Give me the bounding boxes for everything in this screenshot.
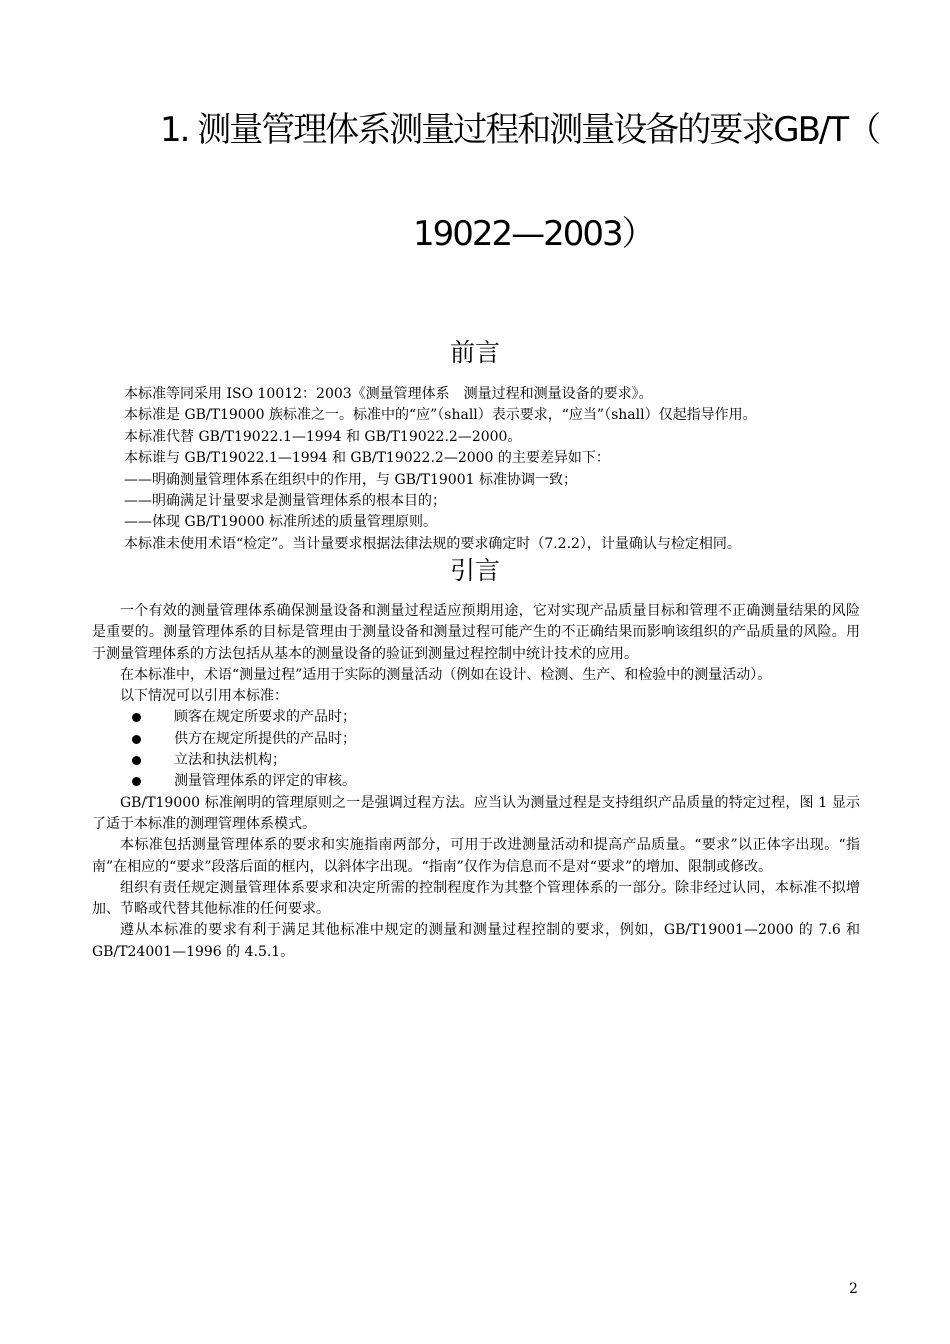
foreword-line: ——体现 GB/T19000 标准所述的质量管理原则。: [124, 514, 437, 531]
intro-paragraph: 一个有效的测量管理体系确保测量设备和测量过程适应预期用途，它对实现产品质量目标和管理不正确测量结果的风险是重要的。测量管理体系的目标是管理由于测量设备和测量过程可能产生的不正确结果而影响该组织的产品质量的风险。用于测量管理体系的方法包括从基本的测量设备的验证到测量过程控制中统计技术的应用。: [92, 603, 860, 662]
intro-paragraph: 遵从本标准的要求有利于满足其他标准中规定的测量和测量过程控制的要求，例如，GB/T19001—2000 的 7.6 和 GB/T24001—1996 的 4.5.1。: [92, 922, 860, 960]
document-title-line-1: 1. 测量管理体系测量过程和测量设备的要求GB/T（: [160, 110, 880, 150]
foreword-line: ——明确测量管理体系在组织中的作用，与 GB/T19001 标准协调一致；: [124, 471, 577, 488]
document-title-line-2: 19022—2003）: [413, 214, 654, 254]
foreword-section: [124, 384, 884, 555]
foreword-line: 本标准代替 GB/T19022.1—1994 和 GB/T19022.2—2000。: [124, 428, 522, 445]
list-item: [92, 707, 860, 728]
foreword-heading: 前言: [449, 338, 500, 367]
list-item: [92, 750, 860, 771]
intro-paragraph: 本标准包括测量管理体系的要求和实施指南两部分，可用于改进测量活动和提高产品质量。“要求”以正体字出现。“指南”在相应的“要求”段落后面的框内，以斜体字出现。“指南”仅作为信息而不是对“要求”的增加、限制或修改。: [92, 837, 860, 875]
page-number: 2: [849, 1281, 858, 1297]
intro-paragraph: GB/T19000 标准阐明的管理原则之一是强调过程方法。应当认为测量过程是支持组织产品质量的特定过程，图 1 显示了适于本标准的测理管理体系模式。: [92, 794, 860, 832]
intro-paragraph: 在本标准中，术语“测量过程”适用于实际的测量活动（例如在设计、检测、生产、和检验中的测量活动）。: [120, 666, 772, 683]
applicability-list: [92, 707, 860, 792]
intro-paragraph: 组织有责任规定测量管理体系要求和决定所需的控制程度作为其整个管理体系的一部分。除非经过认同，本标准不拟增加、节略或代替其他标准的任何要求。: [92, 879, 860, 918]
list-item: [92, 729, 860, 750]
introduction-section: [92, 601, 860, 963]
intro-paragraph: 以下情况可以引用本标准：: [120, 688, 288, 705]
foreword-line: 本标准未使用术语“检定”。当计量要求根据法律法规的要求确定时（7.2.2），计量确认与检定相同。: [124, 535, 741, 552]
list-item-text: 顾客在规定所要求的产品时；: [174, 709, 356, 726]
list-item-text: 立法和执法机构；: [174, 752, 286, 769]
list-item-text: 测量管理体系的评定的审核。: [174, 773, 356, 790]
bullet-icon: [132, 756, 141, 765]
foreword-line: 本标准是 GB/T19000 族标准之一。标准中的“应”（shall）表示要求，“应当”（shall）仅起指导作用。: [124, 407, 757, 424]
introduction-heading: 引言: [449, 556, 500, 585]
bullet-icon: [132, 777, 141, 786]
list-item-text: 供方在规定所提供的产品时；: [174, 730, 356, 747]
foreword-line: ——明确满足计量要求是测量管理体系的根本目的；: [124, 493, 446, 510]
list-item: [92, 771, 860, 792]
foreword-line: 本标准等同采用 ISO 10012：2003《测量管理体系 测量过程和测量设备的要求》。: [124, 386, 653, 402]
bullet-icon: [132, 735, 141, 744]
bullet-icon: [132, 713, 141, 722]
foreword-line: 本标谁与 GB/T19022.1—1994 和 GB/T19022.2—2000 的主要差异如下：: [124, 450, 610, 467]
